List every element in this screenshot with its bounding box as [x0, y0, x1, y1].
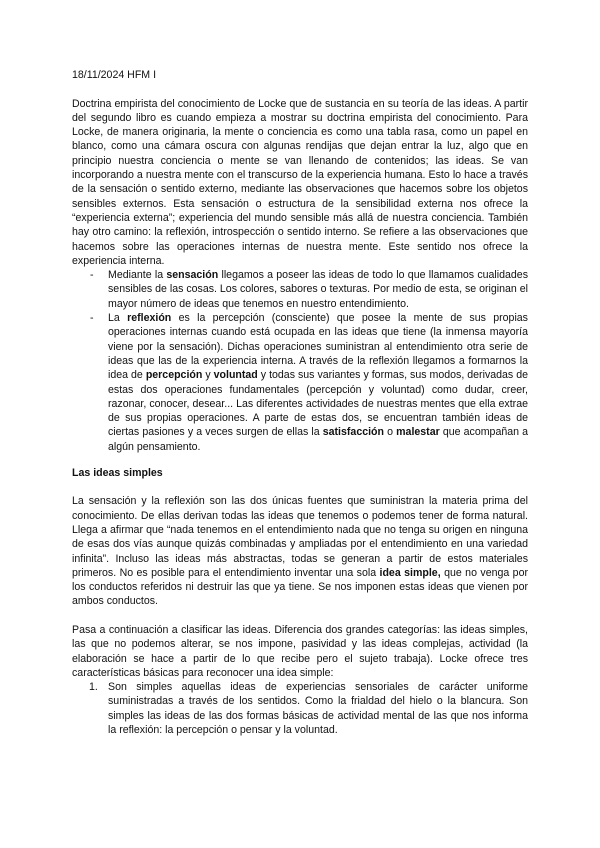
list-item: - Mediante la sensación llegamos a poseer las ideas de todo lo que llamamos cualidades sensibles de las cosas. Los colores, sabores o texturas. Por medio de esta, se originan el mayor número de ideas que tenemos en nuestro entendimiento. [72, 268, 528, 311]
bold-term: reflexión [127, 312, 172, 325]
bold-term: idea simple, [379, 566, 441, 579]
list-item: - La reflexión es la percepción (consciente) que posee la mente de sus propias operaciones internas cuando está ocupada en las ideas que tiene (la inmensa mayoría viene por la sensación). Dichas operaciones suministran al entendimiento otra serie de ideas que las de la experiencia interna. A través de la reflexión llegamos a formarnos la idea de percepción y voluntad y todas sus variantes y formas, sus modos, derivadas de estas dos operaciones fundamentales (percepción y voluntad) como dudar, creer, razonar, conocer, desear... Las diferentes actividades de nuestras mentes que ella extrae de sus propias operaciones. A parte de estas dos, se encuentran también ideas de ciertas pasiones y a veces surgen de ellas la satisfacción o malestar que acompañan a algún pensamiento. [72, 311, 528, 454]
numbered-list [72, 680, 528, 737]
bold-term: sensación [166, 269, 219, 282]
bullet-list [72, 268, 528, 454]
date-line: 18/11/2024 HFM I [72, 69, 157, 81]
bold-term: malestar [396, 426, 440, 439]
section-paragraph: La sensación y la reflexión son las dos únicas fuentes que suministran la materia prima del conocimiento. De ellas derivan todas las ideas que tenemos o podemos tener de forma natural. Llega a afirmar que “nada tenemos en el entendimiento nada que no tenga su origen en ninguna de esas dos vías aunque quizás combinadas y ampliadas por el entendimiento en una variedad infinita”. Incluso las ideas más abstractas, todas se generan a partir de estos materiales primeros. No es posible para el entendimiento inventar una sola idea simple, que no venga por los conductos referidos ni destruir las que ya tiene. Se nos imponen estas ideas que vienen por ambos conductos. [72, 495, 528, 608]
document-page [72, 68, 528, 737]
list-number: 1. [89, 681, 98, 694]
section-paragraph: Pasa a continuación a clasificar las ideas. Diferencia dos grandes categorías: las ideas simples, las que no podemos alterar, se nos impone, pasividad y las ideas complejas, actividad (la elaboración se hace a partir de lo que recibe pero el sujeto trabaja). Locke ofrece tres características básicas para reconocer una idea simple: [72, 623, 528, 679]
bold-term: percepción [145, 369, 203, 382]
bold-term: voluntad [213, 369, 258, 382]
bold-term: satisfacción [322, 426, 384, 439]
list-item: 1. Son simples aquellas ideas de experiencias sensoriales de carácter uniforme suministradas a través de los sentidos. Como la frialdad del hielo o la blancura. Son simples las ideas de las dos formas básicas de actividad mental de las que nos informa la reflexión: la percepción o pensar y la voluntad. [89, 681, 528, 737]
intro-paragraph: Doctrina empirista del conocimiento de Locke que de sustancia en su teoría de las ideas. A partir del segundo libro es cuando empieza a mostrar su doctrina empirista del conocimiento. Para Locke, de manera originaria, la mente o conciencia es como una tabla rasa, como un papel en blanco, como una cámara oscura con algunas rendijas que dejan entrar la luz, algo que en principio nuestra conciencia o mente se van llenando de contenidos; las ideas. Se van incorporando a nuestra mente con el transcurso de la experiencia humana. Esto lo hace a través de la sensación o sentido externo, mediante las observaciones que hacemos sobre los objetos sensibles externos. Esta sensación o estructura de la sensibilidad externa nos ofrece la “experiencia externa”; experiencia del mundo sensible más allá de nuestra conciencia. También hay otro camino: la reflexión, introspección o sentido interno. Se refiere a las observaciones que hacemos sobre las operaciones internas de nuestra mente. Este sentido nos ofrece la experiencia interna. [72, 97, 528, 267]
section-heading: Las ideas simples [72, 467, 163, 480]
